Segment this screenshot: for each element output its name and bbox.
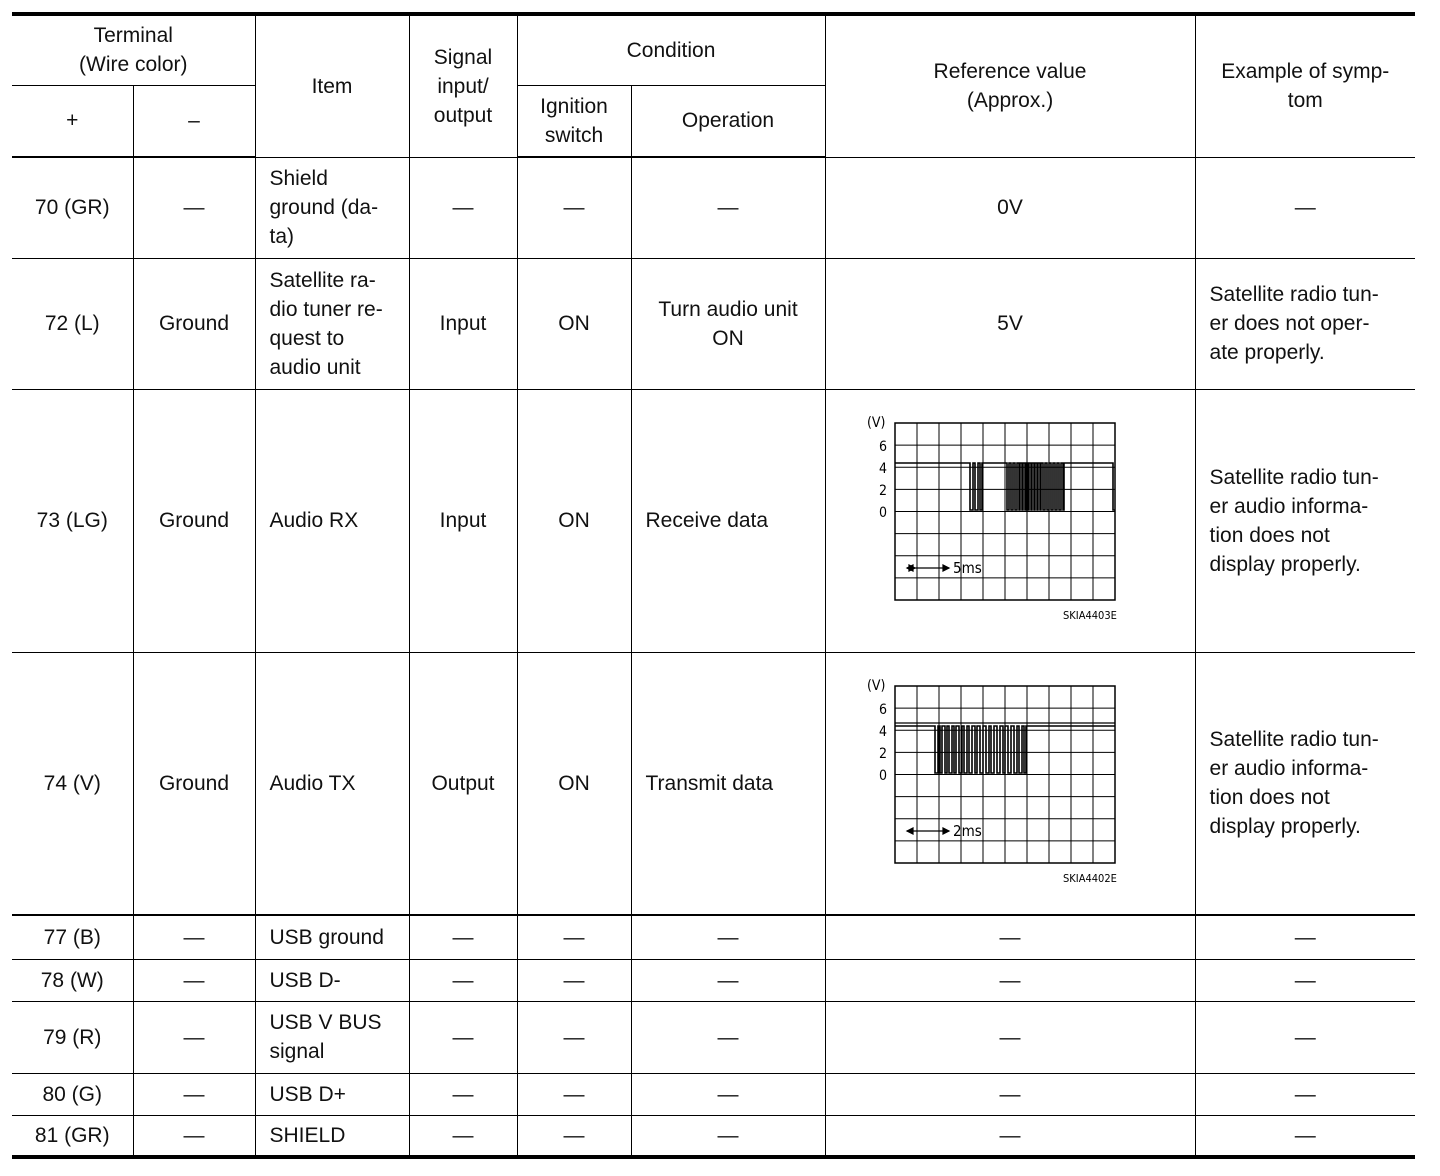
symptom-cell: Satellite radio tun- er audio informa- tion does not display properly. (1195, 652, 1415, 915)
ignition-cell: — (517, 1073, 631, 1115)
header-plus: + (12, 85, 133, 157)
operation-cell: Turn audio unit ON (631, 258, 825, 389)
item-cell: Audio RX (255, 389, 409, 652)
terminal-cell: 70 (GR) (12, 157, 133, 258)
item-cell: Satellite ra- dio tuner re- quest to audio unit (255, 258, 409, 389)
tx-tick-0: 0 (879, 767, 888, 784)
rx-tick-2: 2 (879, 483, 888, 499)
item-cell: USB V BUS signal (255, 1001, 409, 1073)
minus-cell: — (133, 959, 255, 1001)
header-operation: Operation (631, 85, 825, 157)
signal-cell: — (409, 1073, 517, 1115)
minus-cell: — (133, 157, 255, 258)
signal-cell: Input (409, 258, 517, 389)
item-cell: Audio TX (255, 652, 409, 915)
signal-cell: — (409, 959, 517, 1001)
terminal-cell: 78 (W) (12, 959, 133, 1001)
operation-cell: — (631, 1001, 825, 1073)
tx-grid (895, 686, 1115, 863)
rx-waveform-figure (865, 413, 1155, 628)
terminal-cell: 80 (G) (12, 1073, 133, 1115)
header-condition: Condition (517, 14, 825, 85)
minus-cell: — (133, 1073, 255, 1115)
operation-cell: — (631, 1115, 825, 1157)
reference-cell: 0V (825, 157, 1195, 258)
rx-tick-0: 0 (879, 505, 888, 521)
terminal-cell: 73 (LG) (12, 389, 133, 652)
item-cell: USB D+ (255, 1073, 409, 1115)
symptom-cell: — (1195, 959, 1415, 1001)
item-cell: Shield ground (da- ta) (255, 157, 409, 258)
minus-cell: Ground (133, 652, 255, 915)
minus-cell: Ground (133, 258, 255, 389)
table-row (12, 389, 1415, 652)
operation-cell: — (631, 157, 825, 258)
signal-cell: Input (409, 389, 517, 652)
symptom-cell: — (1195, 915, 1415, 959)
operation-cell: — (631, 915, 825, 959)
reference-cell: — (825, 1115, 1195, 1157)
table-row (12, 157, 1415, 258)
signal-cell: Output (409, 652, 517, 915)
ignition-cell: — (517, 915, 631, 959)
signal-cell: — (409, 157, 517, 258)
tx-tick-2: 2 (879, 745, 888, 762)
minus-cell: — (133, 1115, 255, 1157)
table-row (12, 915, 1415, 959)
signal-cell: — (409, 1115, 517, 1157)
signal-cell: — (409, 915, 517, 959)
reference-cell: — (825, 915, 1195, 959)
ignition-cell: ON (517, 389, 631, 652)
header-signal: Signal input/ output (409, 14, 517, 157)
reference-cell: 5V (825, 258, 1195, 389)
terminal-cell: 74 (V) (12, 652, 133, 915)
item-cell: USB D- (255, 959, 409, 1001)
rx-time-div-label: 5ms (953, 559, 982, 577)
table-row (12, 1115, 1415, 1157)
table-row (12, 652, 1415, 915)
header-symptom: Example of symp- tom (1195, 14, 1415, 157)
tx-unit-label: (V) (867, 677, 886, 694)
operation-cell: — (631, 1073, 825, 1115)
table-row (12, 1073, 1415, 1115)
tx-time-div-label: 2ms (953, 821, 982, 840)
terminal-cell: 79 (R) (12, 1001, 133, 1073)
rx-tick-6: 6 (879, 439, 888, 455)
table-row (12, 959, 1415, 1001)
ignition-cell: — (517, 1001, 631, 1073)
header-ignition: Ignition switch (517, 85, 631, 157)
item-cell: SHIELD (255, 1115, 409, 1157)
ignition-cell: ON (517, 258, 631, 389)
header-item: Item (255, 14, 409, 157)
symptom-cell: — (1195, 1115, 1415, 1157)
tx-figure-id: SKIA4402E (1063, 871, 1117, 885)
header-terminal: Terminal (Wire color) (12, 14, 255, 85)
ignition-cell: — (517, 157, 631, 258)
operation-cell: — (631, 959, 825, 1001)
minus-cell: — (133, 1001, 255, 1073)
operation-cell: Transmit data (631, 652, 825, 915)
tx-waveform-figure (865, 676, 1155, 891)
symptom-cell: — (1195, 157, 1415, 258)
rx-grid (895, 423, 1115, 600)
symptom-cell: Satellite radio tun- er does not oper- ate properly. (1195, 258, 1415, 389)
table-row (12, 1001, 1415, 1073)
table-row (12, 258, 1415, 389)
reference-cell (825, 389, 1195, 652)
minus-cell: — (133, 915, 255, 959)
reference-cell (825, 652, 1195, 915)
ignition-cell: ON (517, 652, 631, 915)
terminal-cell: 77 (B) (12, 915, 133, 959)
symptom-cell: Satellite radio tun- er audio informa- tion does not display properly. (1195, 389, 1415, 652)
ignition-cell: — (517, 1115, 631, 1157)
minus-cell: Ground (133, 389, 255, 652)
terminal-spec-table (12, 12, 1415, 1159)
terminal-cell: 72 (L) (12, 258, 133, 389)
header-minus: – (133, 85, 255, 157)
operation-cell: Receive data (631, 389, 825, 652)
header-reference: Reference value (Approx.) (825, 14, 1195, 157)
symptom-cell: — (1195, 1073, 1415, 1115)
reference-cell: — (825, 1001, 1195, 1073)
item-cell: USB ground (255, 915, 409, 959)
rx-tick-4: 4 (879, 461, 888, 477)
rx-figure-id: SKIA4403E (1063, 609, 1117, 622)
rx-time-marker (907, 565, 949, 571)
reference-cell: — (825, 959, 1195, 1001)
tx-tick-6: 6 (879, 701, 888, 718)
tx-tick-4: 4 (879, 723, 888, 740)
tx-signal-trace (895, 726, 1115, 773)
reference-cell: — (825, 1073, 1195, 1115)
rx-unit-label: (V) (867, 415, 886, 431)
symptom-cell: — (1195, 1001, 1415, 1073)
signal-cell: — (409, 1001, 517, 1073)
terminal-cell: 81 (GR) (12, 1115, 133, 1157)
ignition-cell: — (517, 959, 631, 1001)
tx-time-marker (907, 828, 949, 834)
